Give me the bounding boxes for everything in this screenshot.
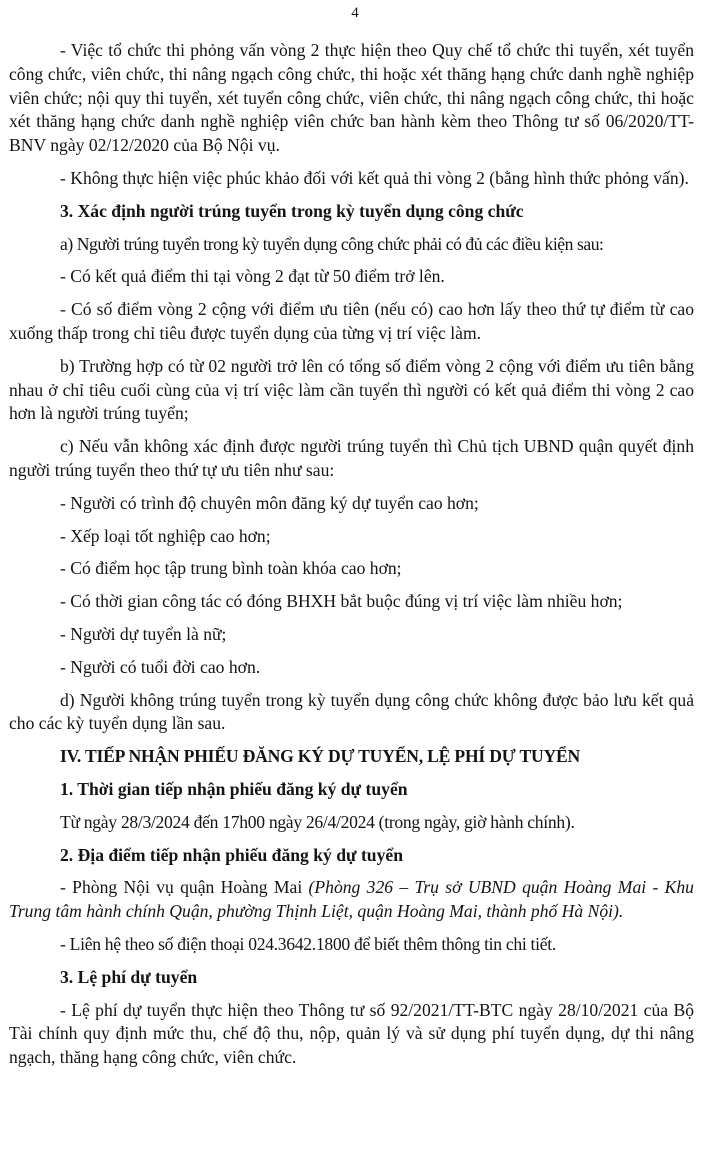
paragraph: - Có kết quả điểm thi tại vòng 2 đạt từ 50 điểm trở lên.: [60, 266, 445, 287]
paragraph: - Không thực hiện việc phúc khảo đối với kết quả thi vòng 2 (bằng hình thức phỏng vấn).: [60, 167, 689, 188]
list-item: - Người có trình độ chuyên môn đăng ký dự tuyển cao hơn;: [60, 492, 479, 513]
list-item: - Xếp loại tốt nghiệp cao hơn;: [60, 525, 271, 546]
section-heading: 3. Lệ phí dự tuyển: [60, 966, 198, 987]
section-heading: 3. Xác định người trúng tuyển trong kỳ tuyển dụng công chức: [60, 200, 524, 221]
paragraph: - Lệ phí dự tuyển thực hiện theo Thông tư số 92/2021/TT-BTC ngày 28/10/2021 của Bộ Tài chính quy định mức thu, chế độ thu, nộp, quản lý và sử dụng phí tuyển dụng, dự thi nâng ngạch, thăng hạng công chức, viên chức.: [9, 999, 694, 1068]
paragraph: c) Nếu vẫn không xác định được người trúng tuyển thì Chủ tịch UBND quận quyết định người trúng tuyển theo thứ tự ưu tiên như sau:: [9, 436, 694, 480]
paragraph: d) Người không trúng tuyển trong kỳ tuyển dụng công chức không được bảo lưu kết quả cho các kỳ tuyển dụng lần sau.: [9, 689, 694, 734]
address-lead: - Phòng Nội vụ quận Hoàng Mai: [60, 877, 309, 898]
page-number: 4: [351, 5, 359, 21]
list-item: - Có thời gian công tác có đóng BHXH bắt buộc đúng vị trí việc làm nhiều hơn;: [60, 591, 623, 612]
list-item: - Người dự tuyển là nữ;: [60, 623, 227, 644]
paragraph: - Việc tổ chức thi phỏng vấn vòng 2 thực hiện theo Quy chế tổ chức thi tuyển, xét tuyển công chức, viên chức, thi nâng ngạch công chức, thi hoặc xét thăng hạng chức danh nghề nghiệp viên chức; nội quy thi tuyển, xét tuyển công chức, viên chức, thi nâng ngạch công chức, thi hoặc xét thăng hạng chức danh nghề nghiệp viên chức ban hành kèm theo Thông tư số 06/2020/TT-BNV ngày 02/12/2020 của Bộ Nội vụ.: [9, 40, 694, 156]
section-heading: 1. Thời gian tiếp nhận phiếu đăng ký dự tuyển: [60, 778, 408, 799]
paragraph: Từ ngày 28/3/2024 đến 17h00 ngày 26/4/2024 (trong ngày, giờ hành chính).: [60, 811, 575, 832]
list-item: - Có điểm học tập trung bình toàn khóa cao hơn;: [60, 558, 402, 579]
paragraph: a) Người trúng tuyển trong kỳ tuyển dụng công chức phải có đủ các điều kiện sau:: [60, 233, 604, 254]
section-heading: 2. Địa điểm tiếp nhận phiếu đăng ký dự tuyển: [60, 844, 403, 865]
paragraph: - Liên hệ theo số điện thoại 024.3642.1800 để biết thêm thông tin chi tiết.: [60, 933, 556, 954]
paragraph: [9, 876, 694, 924]
paragraph: b) Trường hợp có từ 02 người trở lên có tổng số điểm vòng 2 cộng với điểm ưu tiên bằng nhau ở chỉ tiêu cuối cùng của vị trí việc làm cần tuyển thì người có kết quả điểm thi vòng 2 cao hơn là người trúng tuyển;: [9, 355, 694, 424]
chapter-heading: IV. TIẾP NHẬN PHIẾU ĐĂNG KÝ DỰ TUYỂN, LỆ PHÍ DỰ TUYỂN: [60, 746, 581, 767]
list-item: - Người có tuổi đời cao hơn.: [60, 656, 261, 677]
address-detail: (Phòng 326 – Trụ sở UBND quận Hoàng Mai - Khu Trung tâm hành chính Quận, phường Thịnh Liệt, quận Hoàng Mai, thành phố Hà Nội).: [9, 877, 694, 922]
paragraph: - Có số điểm vòng 2 cộng với điểm ưu tiên (nếu có) cao hơn lấy theo thứ tự điểm từ cao xuống thấp trong chỉ tiêu được tuyển dụng của từng vị trí việc làm.: [9, 299, 694, 343]
